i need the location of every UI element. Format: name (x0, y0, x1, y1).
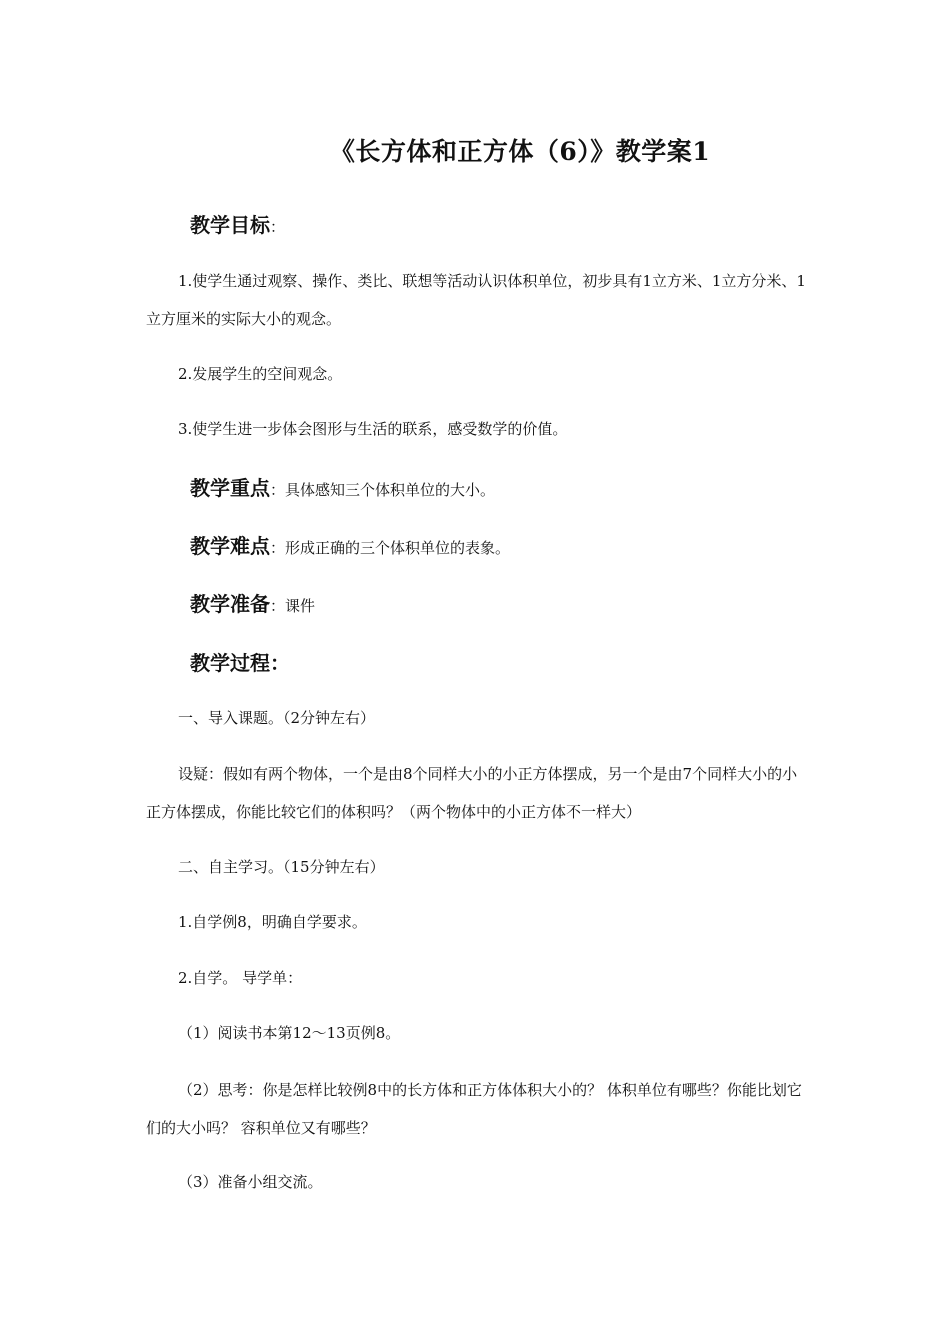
objectives-heading-colon: ： (270, 218, 286, 236)
key-point-text: ：具体感知三个体积单位的大小。 (270, 481, 496, 499)
step-2: 2.自学。 导学单： (178, 969, 303, 987)
objectives-heading-text: 教学目标 (190, 213, 270, 237)
objective-item-3: 3.使学生进一步体会图形与生活的联系，感受数学的价值。 (178, 420, 568, 438)
key-point-line (190, 472, 495, 501)
preparation-text: ：课件 (270, 597, 316, 615)
objectives-heading (190, 209, 285, 238)
section-1-heading: 一、导入课题。（2分钟左右） (178, 709, 376, 727)
objective-item-2: 2.发展学生的空间观念。 (178, 365, 343, 383)
objective-item-1: 1.使学生通过观察、操作、类比、联想等活动认识体积单位，初步具有1立方米、1立方分米、1立方厘米的实际大小的观念。 (146, 272, 806, 328)
intro-question: 设疑：假如有两个物体，一个是由8个同样大小的小正方体摆成，另一个是由7个同样大小的小正方体摆成，你能比较它们的体积吗？（两个物体中的小正方体不一样大） (146, 765, 798, 821)
guide-item-2: （2）思考：你是怎样比较例8中的长方体和正方体体积大小的？ 体积单位有哪些？你能比划它们的大小吗？ 容积单位又有哪些？ (146, 1081, 802, 1137)
guide-item-1: （1）阅读书本第12～13页例8。 (178, 1024, 401, 1042)
document-title: 《长方体和正方体（6）》教学案1 (329, 137, 711, 166)
preparation-heading: 教学准备 (190, 592, 270, 616)
difficulty-text: ：形成正确的三个体积单位的表象。 (270, 539, 511, 557)
guide-item-3: （3）准备小组交流。 (178, 1173, 323, 1191)
process-heading: 教学过程： (190, 651, 290, 675)
preparation-line (190, 588, 315, 617)
key-point-heading: 教学重点 (190, 476, 270, 500)
difficulty-line (190, 530, 510, 559)
difficulty-heading: 教学难点 (190, 534, 270, 558)
step-1: 1.自学例8，明确自学要求。 (178, 913, 367, 931)
section-2-heading: 二、自主学习。（15分钟左右） (178, 858, 385, 876)
